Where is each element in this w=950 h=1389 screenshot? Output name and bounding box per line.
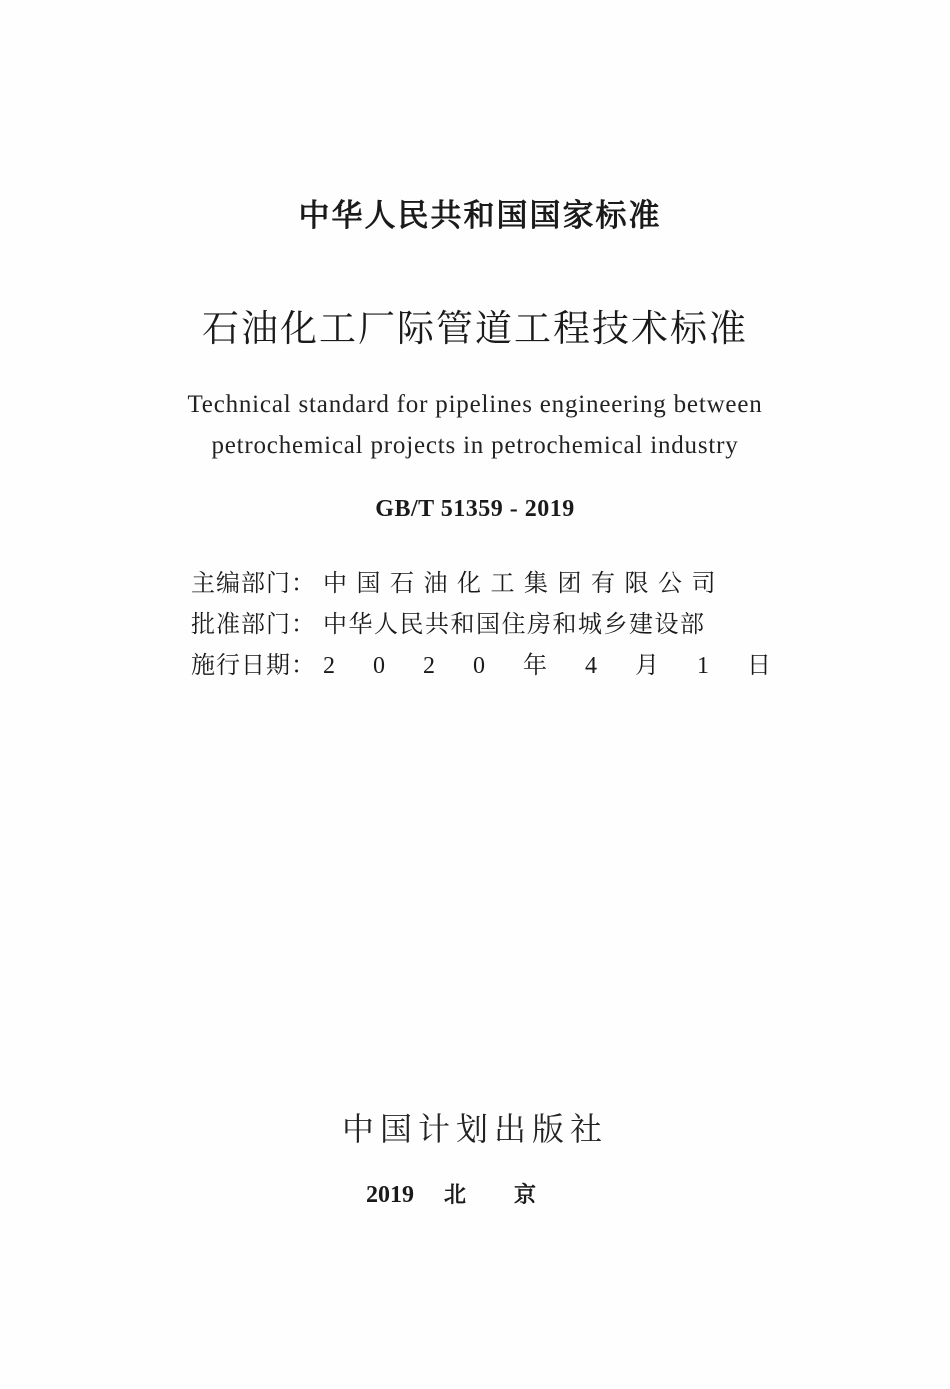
date-part: 月 [635, 653, 659, 679]
date-part: 0 [473, 653, 485, 679]
publication-year: 2019 [365, 1182, 414, 1208]
publisher: 中国计划出版社 [341, 1110, 608, 1148]
approver-label: 批准部门： [191, 610, 316, 638]
standard-title-chinese: 石油化工厂际管道工程技术标准 [202, 307, 748, 350]
publication-place [0, 1178, 950, 1209]
editor-value: 中国石油化工集团有限公司 [323, 569, 725, 597]
editor-row [191, 563, 771, 604]
effective-date-row [191, 645, 771, 687]
approver-row [191, 604, 771, 645]
publication-city: 北京 [443, 1183, 584, 1208]
series-title: 中华人民共和国国家标准 [298, 198, 662, 234]
date-part: 4 [585, 653, 597, 679]
standard-info [191, 563, 771, 687]
effective-date-value [323, 646, 771, 687]
date-part: 2 [323, 653, 335, 679]
date-part: 日 [747, 653, 771, 679]
editor-label: 主编部门： [191, 569, 316, 597]
date-part: 0 [373, 653, 385, 679]
approver-value: 中华人民共和国住房和城乡建设部 [323, 610, 706, 638]
date-part: 年 [523, 653, 547, 679]
effective-date-label: 施行日期： [191, 651, 316, 679]
english-title-line-2: petrochemical projects in petrochemical industry [211, 432, 739, 459]
english-title-line-1: Technical standard for pipelines engineering between [187, 391, 763, 418]
date-part: 1 [697, 653, 709, 679]
standard-number: GB/T 51359 - 2019 [375, 496, 575, 522]
standard-title-english [0, 384, 950, 466]
date-part: 2 [423, 653, 435, 679]
